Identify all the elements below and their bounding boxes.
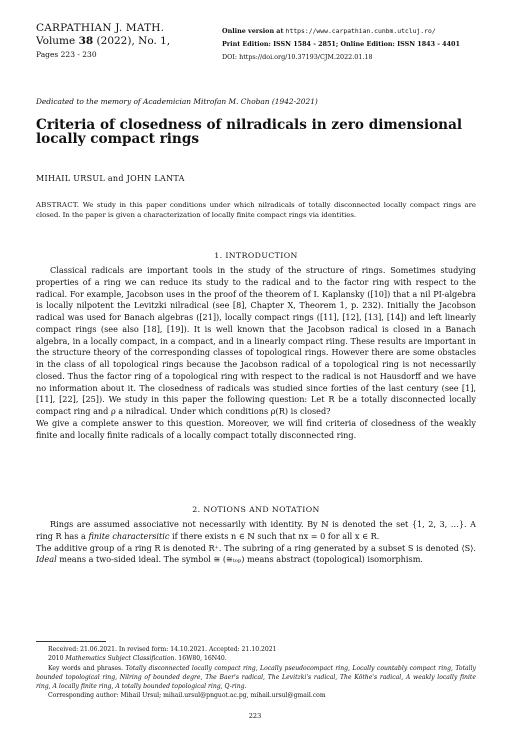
issn-text: Print Edition: ISSN 1584 - 2851; Online Edition: ISSN 1843 - 4401 xyxy=(222,40,460,48)
keywords-label: Key words and phrases. xyxy=(48,664,126,672)
notions-body xyxy=(36,519,476,566)
notions-p1-emphasis: finite charactersitic xyxy=(88,530,170,541)
notions-p2-emphasis: Ideal xyxy=(36,554,57,565)
dedication: Dedicated to the memory of Academician Mitrofan M. Choban (1942-2021) xyxy=(36,97,318,106)
introduction-body xyxy=(36,265,476,441)
journal-name: CARPATHIAN J. MATH. xyxy=(36,22,165,34)
volume-suffix: (2022), No. 1, xyxy=(93,35,171,47)
notions-paragraph-1 xyxy=(36,519,476,543)
volume-line xyxy=(36,35,206,47)
msc-classification xyxy=(36,654,476,663)
keywords-list: Totally disconnected locally compact ring, Locally pseudocompact ring, Locally countably compact ring, Totally bounded topological ring, Nilring of bounded degre, The Baer's radical, The Levitzki's radical, The Köthe's radical, A weakly locally finite ring, A locally finite ring, A totally bounded topological ring, Q-ring. xyxy=(36,664,477,691)
msc-title: Mathematics Subject Classification. xyxy=(65,655,177,663)
keywords xyxy=(36,664,476,692)
received-dates: Received: 21.06.2021. In revised form: 14.10.2021. Accepted: 21.10.2021 xyxy=(48,646,277,653)
paper-title: Criteria of closedness of nilradicals in zero dimensional locally compact rings xyxy=(36,117,463,147)
journal-header xyxy=(36,22,206,59)
section-heading-introduction: 1. INTRODUCTION xyxy=(214,251,298,260)
authors: MIHAIL URSUL and JOHN LANTA xyxy=(36,174,185,183)
notions-paragraph-2 xyxy=(36,543,476,567)
msc-codes: 16W80, 16N40. xyxy=(176,655,227,663)
page-number: 223 xyxy=(248,712,262,720)
volume-prefix: Volume xyxy=(36,35,79,47)
notions-p1-text-a: Rings are assumed associative not necessarily with identity. By ℕ is denoted the set {1, 2, 3, …}. A ring R has a xyxy=(36,519,476,541)
abstract xyxy=(36,200,476,220)
journal-url[interactable]: https://www.carpathian.cunbm.utcluj.ro/ xyxy=(285,27,436,35)
doi-line[interactable]: DOI: https://doi.org/10.37193/CJM.2022.01.18 xyxy=(222,53,373,61)
abstract-label: ABSTRACT. xyxy=(36,201,80,209)
intro-paragraph-1: Classical radicals are important tools in the study of the structure of rings. Sometimes studying properties of a ring we can reduce its study to the radical and to the factor ring with respect to the radical. For example, Jacobson uses in the proof of the theorem of I. Kaplansky ([10]) that a nil PI-algebra is locally nilpotent the Levitzki nilradical (see [8], Chapter X, Theorem 1, p. 232). Initially the Jacobson radical was used for Banach algebras ([21]), locally compact rings ([11], [12], [13], [14]) and left linearly compact rings (see also [18], [19]). It is well known that the Jacobson radical is closed in a Banach algebra, in a locally compact, in a compact, and in a linearly compact riing. These results are important in the structure theory of the corresponding classes of topological rings. However there are some obstacles in the class of all topological rings because the Jacobson radical of a topological ring is not necessarily closed. Thus the factor ring of a topological ring with respect to the radical is not Hausdorff and we have no information about it. The closedness of radicals was studied since forties of the last century (see [1], [11], [22], [25]). We study in this paper the following question: Let R be a totally disconnected locally compact ring and ρ a nilradical. Under which conditions ρ(R) is closed? xyxy=(36,265,476,416)
online-version xyxy=(222,25,492,38)
notions-p2-text-a: The additive group of a ring R is denoted R⁺. The subring of a ring generated by a subset S is denoted ⟨S⟩. xyxy=(36,542,476,553)
section-heading-notions: 2. NOTIONS AND NOTATION xyxy=(192,505,320,514)
online-label: Online version at xyxy=(222,27,286,35)
intro-paragraph-2: We give a complete answer to this question. Moreover, we will find criteria of closedness of the weakly finite and locally finite radicals of a locally compact totally disconnected ring. xyxy=(36,417,476,440)
abstract-text: We study in this paper conditions under which nilradicals of totally disconnected locally compact rings are closed. In the paper is given a characterization of locally finite compact rings via identities. xyxy=(36,201,476,219)
volume-number: 38 xyxy=(78,35,94,47)
page-range: Pages 223 - 230 xyxy=(36,50,97,59)
notions-p2-text-b: means a two-sided ideal. The symbol ≅ (≅ₜₒₚ) means abstract (topological) isomorphism. xyxy=(56,554,423,565)
msc-label: 2010 xyxy=(48,655,66,663)
notions-p1-text-b: if there exists n ∈ ℕ such that nx = 0 for all x ∈ R. xyxy=(169,530,380,541)
issn-line xyxy=(222,38,492,51)
publication-info xyxy=(222,25,492,64)
corresponding-author: Corresponding author: Mihail Ursul; mihail.ursul@pnguot.ac.pg, mihail.ursul@gmail.com xyxy=(48,692,326,700)
footnote-divider xyxy=(36,641,106,642)
footnotes xyxy=(36,645,476,701)
